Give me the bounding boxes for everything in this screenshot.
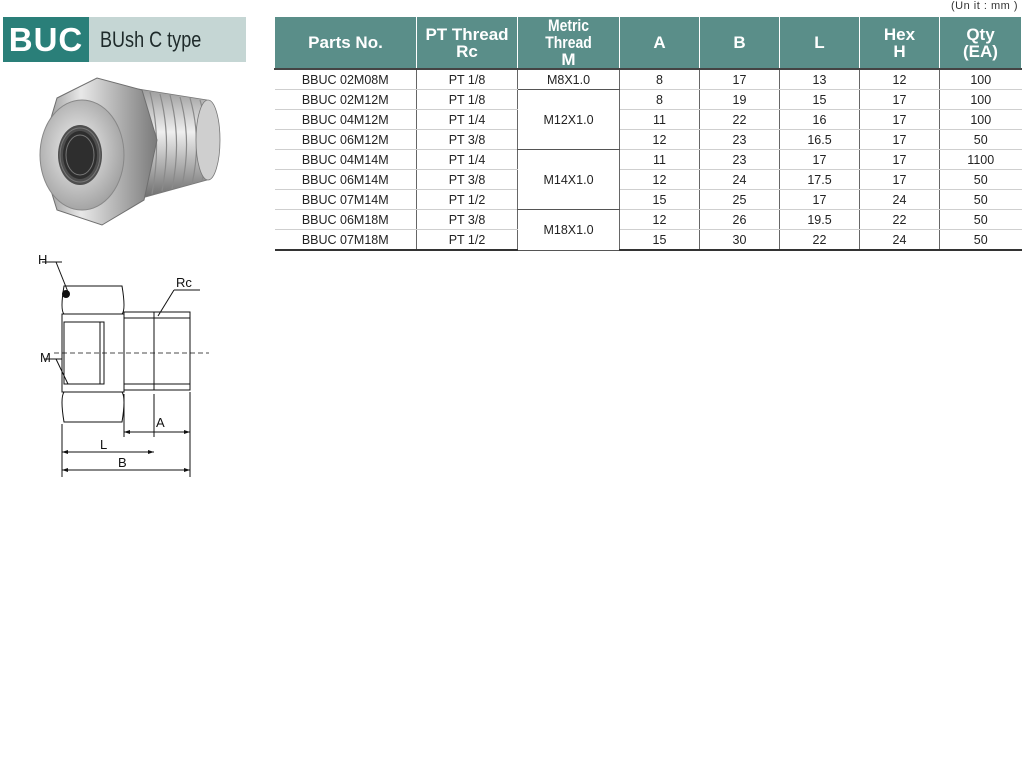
cell-b: 17 — [700, 69, 780, 90]
cell-metric: M14X1.0 — [518, 150, 620, 210]
table-row — [275, 190, 1022, 210]
cell-part: BBUC 02M08M — [275, 69, 417, 90]
cell-pt: PT 3/8 — [417, 170, 518, 190]
label-l: L — [100, 437, 108, 452]
cell-pt: PT 1/8 — [417, 90, 518, 110]
cell-hex: 17 — [860, 90, 940, 110]
product-photo — [22, 70, 242, 235]
table-row — [275, 130, 1022, 150]
label-rc: Rc — [176, 275, 192, 290]
cell-a: 8 — [620, 69, 700, 90]
cell-hex: 17 — [860, 150, 940, 170]
cell-b: 24 — [700, 170, 780, 190]
cell-b: 25 — [700, 190, 780, 210]
header-hex: Hex H — [860, 17, 940, 69]
cell-l: 17 — [780, 150, 860, 170]
table-row — [275, 230, 1022, 251]
table-row — [275, 90, 1022, 110]
spec-table — [274, 17, 1022, 251]
product-code: BUC — [3, 17, 89, 62]
cell-qty: 100 — [940, 110, 1022, 130]
label-b: B — [118, 455, 127, 470]
label-a: A — [156, 415, 165, 430]
cell-qty: 50 — [940, 230, 1022, 251]
cell-a: 11 — [620, 110, 700, 130]
cell-a: 12 — [620, 170, 700, 190]
header-parts-no: Parts No. — [275, 17, 417, 69]
cell-hex: 17 — [860, 170, 940, 190]
cell-pt: PT 1/2 — [417, 230, 518, 251]
cell-part: BBUC 07M14M — [275, 190, 417, 210]
cell-pt: PT 1/4 — [417, 110, 518, 130]
cell-l: 17.5 — [780, 170, 860, 190]
cell-part: BBUC 02M12M — [275, 90, 417, 110]
cell-hex: 17 — [860, 110, 940, 130]
cell-a: 12 — [620, 130, 700, 150]
cell-pt: PT 1/8 — [417, 69, 518, 90]
table-row — [275, 150, 1022, 170]
table-header-row — [275, 17, 1022, 69]
label-h: H — [38, 252, 48, 267]
cell-part: BBUC 07M18M — [275, 230, 417, 251]
cell-hex: 12 — [860, 69, 940, 90]
cell-metric: M8X1.0 — [518, 69, 620, 90]
header-l: L — [780, 17, 860, 69]
cell-part: BBUC 04M12M — [275, 110, 417, 130]
table-row — [275, 210, 1022, 230]
cell-qty: 50 — [940, 130, 1022, 150]
cell-l: 16.5 — [780, 130, 860, 150]
product-name-box — [89, 17, 246, 62]
cell-hex: 22 — [860, 210, 940, 230]
cell-part: BBUC 06M12M — [275, 130, 417, 150]
cell-pt: PT 3/8 — [417, 210, 518, 230]
cell-metric: M12X1.0 — [518, 90, 620, 150]
cell-b: 22 — [700, 110, 780, 130]
cell-b: 23 — [700, 130, 780, 150]
cell-qty: 50 — [940, 210, 1022, 230]
cell-part: BBUC 06M14M — [275, 170, 417, 190]
header-a: A — [620, 17, 700, 69]
cell-part: BBUC 06M18M — [275, 210, 417, 230]
cell-b: 23 — [700, 150, 780, 170]
header-pt-thread: PT Thread Rc — [417, 17, 518, 69]
cell-metric: M18X1.0 — [518, 210, 620, 251]
cell-qty: 50 — [940, 190, 1022, 210]
product-name: BUsh C type — [100, 26, 202, 52]
cell-l: 22 — [780, 230, 860, 251]
table-row — [275, 69, 1022, 90]
cell-hex: 24 — [860, 230, 940, 251]
cell-pt: PT 1/2 — [417, 190, 518, 210]
unit-label: (Un it : mm ) — [951, 0, 1018, 12]
header-metric-thread: Metric Thread M — [518, 17, 620, 69]
cell-b: 30 — [700, 230, 780, 251]
cell-a: 8 — [620, 90, 700, 110]
header-qty: Qty (EA) — [940, 17, 1022, 69]
cell-a: 15 — [620, 190, 700, 210]
cell-a: 11 — [620, 150, 700, 170]
cell-l: 15 — [780, 90, 860, 110]
cell-l: 17 — [780, 190, 860, 210]
cell-qty: 100 — [940, 69, 1022, 90]
cell-a: 15 — [620, 230, 700, 251]
cell-hex: 24 — [860, 190, 940, 210]
table-row — [275, 110, 1022, 130]
cell-qty: 100 — [940, 90, 1022, 110]
label-m: M — [40, 350, 51, 365]
cell-part: BBUC 04M14M — [275, 150, 417, 170]
cell-l: 16 — [780, 110, 860, 130]
cell-qty: 1100 — [940, 150, 1022, 170]
dimension-drawing — [34, 252, 214, 477]
cell-hex: 17 — [860, 130, 940, 150]
cell-pt: PT 3/8 — [417, 130, 518, 150]
table-row — [275, 170, 1022, 190]
cell-b: 19 — [700, 90, 780, 110]
header-b: B — [700, 17, 780, 69]
cell-pt: PT 1/4 — [417, 150, 518, 170]
cell-a: 12 — [620, 210, 700, 230]
cell-l: 13 — [780, 69, 860, 90]
cell-l: 19.5 — [780, 210, 860, 230]
cell-b: 26 — [700, 210, 780, 230]
product-badge — [3, 17, 246, 62]
cell-qty: 50 — [940, 170, 1022, 190]
